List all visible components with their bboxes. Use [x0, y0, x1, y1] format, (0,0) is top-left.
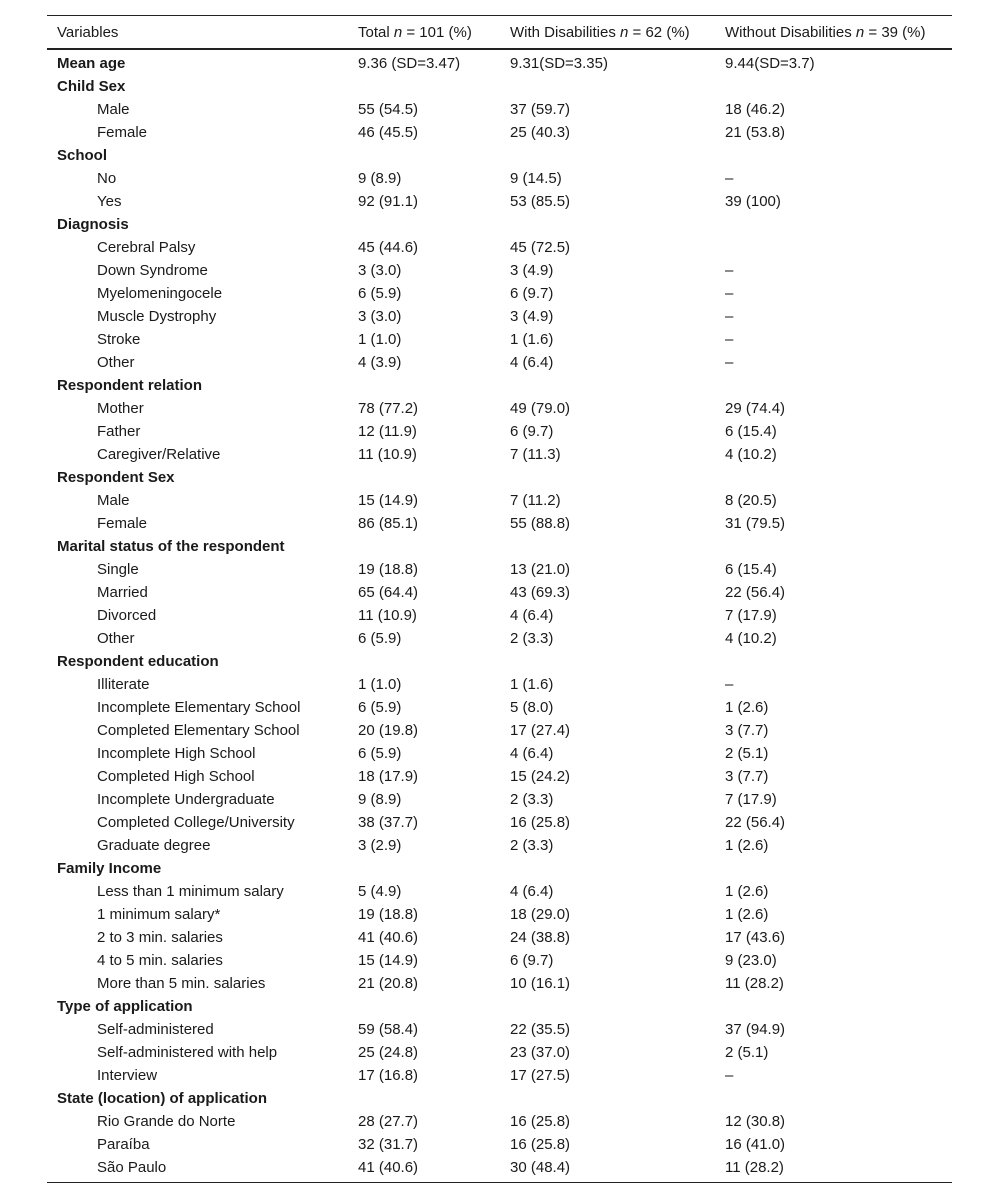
with-disabilities-cell: 16 (25.8)	[510, 814, 571, 831]
variable-cell: Respondent education	[57, 653, 219, 670]
total-cell: 1 (1.0)	[358, 331, 402, 348]
header-row	[47, 16, 952, 50]
without-disabilities-cell	[715, 1087, 952, 1110]
total-cell	[348, 535, 500, 558]
with-disabilities-cell: 2 (3.3)	[510, 837, 554, 854]
table-body	[47, 49, 952, 1183]
with-disabilities-cell: 37 (59.7)	[510, 101, 571, 118]
total-cell: 6 (5.9)	[358, 699, 402, 716]
total-cell: 41 (40.6)	[358, 1159, 419, 1176]
with-disabilities-cell: 4 (6.4)	[510, 745, 554, 762]
with-disabilities-cell	[500, 650, 715, 673]
header-with-n: n	[620, 23, 629, 41]
without-disabilities-cell: 6 (15.4)	[725, 423, 777, 440]
with-disabilities-cell: 13 (21.0)	[510, 561, 571, 578]
variable-cell: Female	[97, 124, 148, 141]
table-row	[47, 121, 952, 144]
header-total-n: n	[393, 23, 403, 41]
with-disabilities-cell: 18 (29.0)	[510, 906, 571, 923]
variable-cell: Incomplete Elementary School	[97, 699, 301, 716]
variable-cell: Other	[97, 354, 135, 371]
header-without-disabilities	[715, 16, 952, 50]
with-disabilities-cell: 23 (37.0)	[510, 1044, 571, 1061]
table-row	[47, 1064, 952, 1087]
table-row	[47, 98, 952, 121]
with-disabilities-cell: 1 (1.6)	[510, 676, 554, 693]
without-disabilities-cell	[715, 144, 952, 167]
without-disabilities-cell: 9.44(SD=3.7)	[725, 55, 815, 72]
table-group-row	[47, 857, 952, 880]
with-disabilities-cell: 9.31(SD=3.35)	[510, 55, 608, 72]
without-disabilities-cell: 1 (2.6)	[725, 699, 769, 716]
without-disabilities-cell: 2 (5.1)	[725, 1044, 769, 1061]
without-disabilities-cell	[715, 995, 952, 1018]
without-disabilities-cell: 1 (2.6)	[725, 837, 769, 854]
without-disabilities-cell: 2 (5.1)	[725, 745, 769, 762]
table-row	[47, 512, 952, 535]
total-cell: 6 (5.9)	[358, 285, 402, 302]
table-row	[47, 926, 952, 949]
table-row	[47, 351, 952, 374]
variable-cell: Rio Grande do Norte	[97, 1113, 236, 1130]
variable-cell: Yes	[97, 193, 122, 210]
total-cell: 9.36 (SD=3.47)	[358, 55, 461, 72]
without-disabilities-cell: 1 (2.6)	[725, 906, 769, 923]
with-disabilities-cell: 2 (3.3)	[510, 630, 554, 647]
table-row	[47, 1133, 952, 1156]
table-row	[47, 880, 952, 903]
variable-cell: 4 to 5 min. salaries	[97, 952, 223, 969]
total-cell: 3 (3.0)	[358, 308, 402, 325]
variable-cell: Completed Elementary School	[97, 722, 300, 739]
table-container	[47, 15, 952, 1183]
with-disabilities-cell: 2 (3.3)	[510, 791, 554, 808]
table-row	[47, 236, 952, 259]
with-disabilities-cell	[500, 1087, 715, 1110]
with-disabilities-cell: 6 (9.7)	[510, 423, 554, 440]
without-disabilities-cell: –	[725, 308, 734, 325]
table-row	[47, 972, 952, 995]
variable-cell: Respondent Sex	[57, 469, 175, 486]
variable-cell: Respondent relation	[57, 377, 203, 394]
table-row	[47, 627, 952, 650]
with-disabilities-cell	[500, 144, 715, 167]
variable-cell: Divorced	[97, 607, 157, 624]
variable-cell: Completed High School	[97, 768, 255, 785]
with-disabilities-cell	[500, 857, 715, 880]
without-disabilities-cell	[715, 236, 952, 259]
total-cell: 86 (85.1)	[358, 515, 419, 532]
variable-cell: No	[97, 170, 117, 187]
variable-cell: Family Income	[57, 860, 162, 877]
without-disabilities-cell: 39 (100)	[725, 193, 781, 210]
with-disabilities-cell: 7 (11.3)	[510, 446, 561, 463]
variable-cell: São Paulo	[97, 1159, 167, 1176]
variable-cell: Father	[97, 423, 141, 440]
with-disabilities-cell: 49 (79.0)	[510, 400, 571, 417]
without-disabilities-cell: –	[725, 331, 734, 348]
variable-cell: Caregiver/Relative	[97, 446, 221, 463]
table-group-row	[47, 466, 952, 489]
header-with-suffix: = 62 (%)	[628, 23, 690, 41]
table-group-row	[47, 1087, 952, 1110]
without-disabilities-cell: 18 (46.2)	[725, 101, 786, 118]
with-disabilities-cell: 55 (88.8)	[510, 515, 571, 532]
variable-cell: Marital status of the respondent	[57, 538, 285, 555]
variable-cell: Muscle Dystrophy	[97, 308, 217, 325]
variable-cell: Single	[97, 561, 139, 578]
without-disabilities-cell: 6 (15.4)	[725, 561, 777, 578]
total-cell: 78 (77.2)	[358, 400, 419, 417]
with-disabilities-cell: 6 (9.7)	[510, 285, 554, 302]
total-cell: 4 (3.9)	[358, 354, 402, 371]
header-variables	[47, 16, 348, 50]
total-cell: 19 (18.8)	[358, 561, 419, 578]
total-cell: 21 (20.8)	[358, 975, 419, 992]
total-cell: 19 (18.8)	[358, 906, 419, 923]
total-cell: 45 (44.6)	[358, 239, 419, 256]
variable-cell: Interview	[97, 1067, 158, 1084]
with-disabilities-cell: 1 (1.6)	[510, 331, 554, 348]
header-total-prefix: Total	[358, 23, 394, 41]
table-group-row	[47, 374, 952, 397]
with-disabilities-cell	[500, 995, 715, 1018]
with-disabilities-cell: 3 (4.9)	[510, 262, 554, 279]
total-cell: 41 (40.6)	[358, 929, 419, 946]
without-disabilities-cell: 22 (56.4)	[725, 584, 786, 601]
without-disabilities-cell: –	[725, 285, 734, 302]
table-row	[47, 1110, 952, 1133]
without-disabilities-cell: 12 (30.8)	[725, 1113, 786, 1130]
table-row	[47, 788, 952, 811]
header-with-prefix: With Disabilities	[510, 23, 621, 41]
without-disabilities-cell: 3 (7.7)	[725, 768, 769, 785]
without-disabilities-cell: 7 (17.9)	[725, 607, 777, 624]
with-disabilities-cell: 43 (69.3)	[510, 584, 571, 601]
with-disabilities-cell: 45 (72.5)	[510, 239, 571, 256]
without-disabilities-cell: 3 (7.7)	[725, 722, 769, 739]
without-disabilities-cell: –	[725, 354, 734, 371]
without-disabilities-cell: 4 (10.2)	[725, 446, 777, 463]
total-cell: 15 (14.9)	[358, 952, 419, 969]
without-disabilities-cell	[715, 650, 952, 673]
variable-cell: Cerebral Palsy	[97, 239, 196, 256]
variable-cell: Other	[97, 630, 135, 647]
without-disabilities-cell	[715, 535, 952, 558]
variable-cell: Myelomeningocele	[97, 285, 223, 302]
total-cell: 59 (58.4)	[358, 1021, 419, 1038]
table-row	[47, 719, 952, 742]
total-cell	[348, 374, 500, 397]
with-disabilities-cell: 5 (8.0)	[510, 699, 554, 716]
total-cell	[348, 144, 500, 167]
with-disabilities-cell: 9 (14.5)	[510, 170, 562, 187]
table-row	[47, 903, 952, 926]
variable-cell: Mother	[97, 400, 144, 417]
with-disabilities-cell: 7 (11.2)	[510, 492, 561, 509]
total-cell: 65 (64.4)	[358, 584, 419, 601]
with-disabilities-cell: 16 (25.8)	[510, 1136, 571, 1153]
table-row	[47, 443, 952, 466]
without-disabilities-cell: 31 (79.5)	[725, 515, 786, 532]
with-disabilities-cell: 16 (25.8)	[510, 1113, 571, 1130]
total-cell	[348, 75, 500, 98]
table-group-row	[47, 995, 952, 1018]
total-cell	[348, 650, 500, 673]
without-disabilities-cell: 11 (28.2)	[725, 975, 784, 992]
total-cell: 55 (54.5)	[358, 101, 419, 118]
header-total-suffix: = 101 (%)	[402, 23, 472, 41]
total-cell: 25 (24.8)	[358, 1044, 419, 1061]
without-disabilities-cell	[715, 466, 952, 489]
variable-cell: Self-administered	[97, 1021, 214, 1038]
table-row	[47, 581, 952, 604]
variable-cell: Diagnosis	[57, 216, 129, 233]
variable-cell: Child Sex	[57, 78, 126, 95]
with-disabilities-cell: 25 (40.3)	[510, 124, 571, 141]
header-without-prefix: Without Disabilities	[725, 23, 856, 41]
table-row	[47, 834, 952, 857]
without-disabilities-cell: 9 (23.0)	[725, 952, 777, 969]
with-disabilities-cell: 17 (27.5)	[510, 1067, 571, 1084]
variable-cell: Illiterate	[97, 676, 150, 693]
without-disabilities-cell	[715, 75, 952, 98]
table-group-row	[47, 49, 952, 75]
with-disabilities-cell: 4 (6.4)	[510, 354, 554, 371]
total-cell: 28 (27.7)	[358, 1113, 419, 1130]
with-disabilities-cell: 30 (48.4)	[510, 1159, 571, 1176]
total-cell: 32 (31.7)	[358, 1136, 419, 1153]
total-cell: 11 (10.9)	[358, 446, 417, 463]
header-variables-label: Variables	[57, 23, 119, 41]
table-row	[47, 604, 952, 627]
variable-cell: Married	[97, 584, 148, 601]
with-disabilities-cell	[500, 466, 715, 489]
variable-cell: Self-administered with help	[97, 1044, 278, 1061]
total-cell: 11 (10.9)	[358, 607, 417, 624]
with-disabilities-cell	[500, 75, 715, 98]
table-row	[47, 305, 952, 328]
variable-cell: Male	[97, 492, 130, 509]
table-row	[47, 673, 952, 696]
total-cell: 6 (5.9)	[358, 745, 402, 762]
table-row	[47, 558, 952, 581]
table-row	[47, 282, 952, 305]
variable-cell: 1 minimum salary*	[97, 906, 221, 923]
with-disabilities-cell: 17 (27.4)	[510, 722, 571, 739]
variable-cell: Female	[97, 515, 148, 532]
with-disabilities-cell: 3 (4.9)	[510, 308, 554, 325]
without-disabilities-cell: –	[725, 262, 734, 279]
total-cell: 92 (91.1)	[358, 193, 419, 210]
table-row	[47, 420, 952, 443]
table-group-row	[47, 535, 952, 558]
without-disabilities-cell: 22 (56.4)	[725, 814, 786, 831]
variable-cell: 2 to 3 min. salaries	[97, 929, 223, 946]
variable-cell: School	[57, 147, 108, 164]
variable-cell: Down Syndrome	[97, 262, 208, 279]
without-disabilities-cell: 37 (94.9)	[725, 1021, 786, 1038]
without-disabilities-cell	[715, 857, 952, 880]
without-disabilities-cell	[715, 213, 952, 236]
without-disabilities-cell: 17 (43.6)	[725, 929, 786, 946]
total-cell: 5 (4.9)	[358, 883, 402, 900]
variable-cell: Completed College/University	[97, 814, 295, 831]
variable-cell: Paraíba	[97, 1136, 150, 1153]
without-disabilities-cell: 1 (2.6)	[725, 883, 769, 900]
variable-cell: Male	[97, 101, 130, 118]
with-disabilities-cell	[500, 374, 715, 397]
with-disabilities-cell: 22 (35.5)	[510, 1021, 571, 1038]
with-disabilities-cell: 6 (9.7)	[510, 952, 554, 969]
total-cell: 17 (16.8)	[358, 1067, 419, 1084]
table-row	[47, 949, 952, 972]
without-disabilities-cell: 21 (53.8)	[725, 124, 786, 141]
with-disabilities-cell: 53 (85.5)	[510, 193, 571, 210]
table-group-row	[47, 144, 952, 167]
total-cell: 1 (1.0)	[358, 676, 402, 693]
header-total	[348, 16, 500, 50]
table-row	[47, 167, 952, 190]
table-row	[47, 397, 952, 420]
without-disabilities-cell	[715, 374, 952, 397]
variable-cell: Incomplete Undergraduate	[97, 791, 275, 808]
table-row	[47, 328, 952, 351]
variable-cell: Mean age	[57, 55, 126, 72]
table-group-row	[47, 650, 952, 673]
variable-cell: Incomplete High School	[97, 745, 256, 762]
table-row	[47, 811, 952, 834]
total-cell: 6 (5.9)	[358, 630, 402, 647]
total-cell: 9 (8.9)	[358, 170, 402, 187]
table-row	[47, 489, 952, 512]
total-cell: 38 (37.7)	[358, 814, 419, 831]
demographics-table	[47, 15, 952, 1183]
table-header	[47, 16, 952, 50]
table-row	[47, 742, 952, 765]
total-cell: 46 (45.5)	[358, 124, 419, 141]
with-disabilities-cell: 24 (38.8)	[510, 929, 571, 946]
with-disabilities-cell: 4 (6.4)	[510, 607, 554, 624]
header-without-n: n	[855, 23, 865, 41]
header-with-disabilities	[500, 16, 715, 50]
variable-cell: More than 5 min. salaries	[97, 975, 266, 992]
with-disabilities-cell: 10 (16.1)	[510, 975, 571, 992]
without-disabilities-cell: 11 (28.2)	[725, 1159, 784, 1176]
table-row	[47, 1156, 952, 1183]
total-cell: 18 (17.9)	[358, 768, 419, 785]
with-disabilities-cell: 15 (24.2)	[510, 768, 571, 785]
variable-cell: Graduate degree	[97, 837, 211, 854]
total-cell: 12 (11.9)	[358, 423, 417, 440]
total-cell	[348, 1087, 500, 1110]
without-disabilities-cell: 16 (41.0)	[725, 1136, 786, 1153]
header-without-suffix: = 39 (%)	[864, 23, 926, 41]
total-cell: 3 (2.9)	[358, 837, 402, 854]
without-disabilities-cell: 29 (74.4)	[725, 400, 786, 417]
total-cell: 20 (19.8)	[358, 722, 419, 739]
total-cell: 9 (8.9)	[358, 791, 402, 808]
without-disabilities-cell: –	[725, 676, 734, 693]
table-row	[47, 765, 952, 788]
with-disabilities-cell	[500, 213, 715, 236]
without-disabilities-cell: 8 (20.5)	[725, 492, 777, 509]
table-row	[47, 1041, 952, 1064]
table-row	[47, 696, 952, 719]
total-cell: 15 (14.9)	[358, 492, 419, 509]
table-row	[47, 259, 952, 282]
without-disabilities-cell: –	[725, 170, 734, 187]
total-cell: 3 (3.0)	[358, 262, 402, 279]
table-row	[47, 1018, 952, 1041]
without-disabilities-cell: 7 (17.9)	[725, 791, 777, 808]
variable-cell: Stroke	[97, 331, 141, 348]
variable-cell: Less than 1 minimum salary	[97, 883, 284, 900]
variable-cell: State (location) of application	[57, 1090, 268, 1107]
without-disabilities-cell: –	[725, 1067, 734, 1084]
table-row	[47, 190, 952, 213]
total-cell	[348, 995, 500, 1018]
without-disabilities-cell: 4 (10.2)	[725, 630, 777, 647]
table-group-row	[47, 75, 952, 98]
with-disabilities-cell	[500, 535, 715, 558]
variable-cell: Type of application	[57, 998, 193, 1015]
total-cell	[348, 466, 500, 489]
table-group-row	[47, 213, 952, 236]
with-disabilities-cell: 4 (6.4)	[510, 883, 554, 900]
total-cell	[348, 857, 500, 880]
total-cell	[348, 213, 500, 236]
